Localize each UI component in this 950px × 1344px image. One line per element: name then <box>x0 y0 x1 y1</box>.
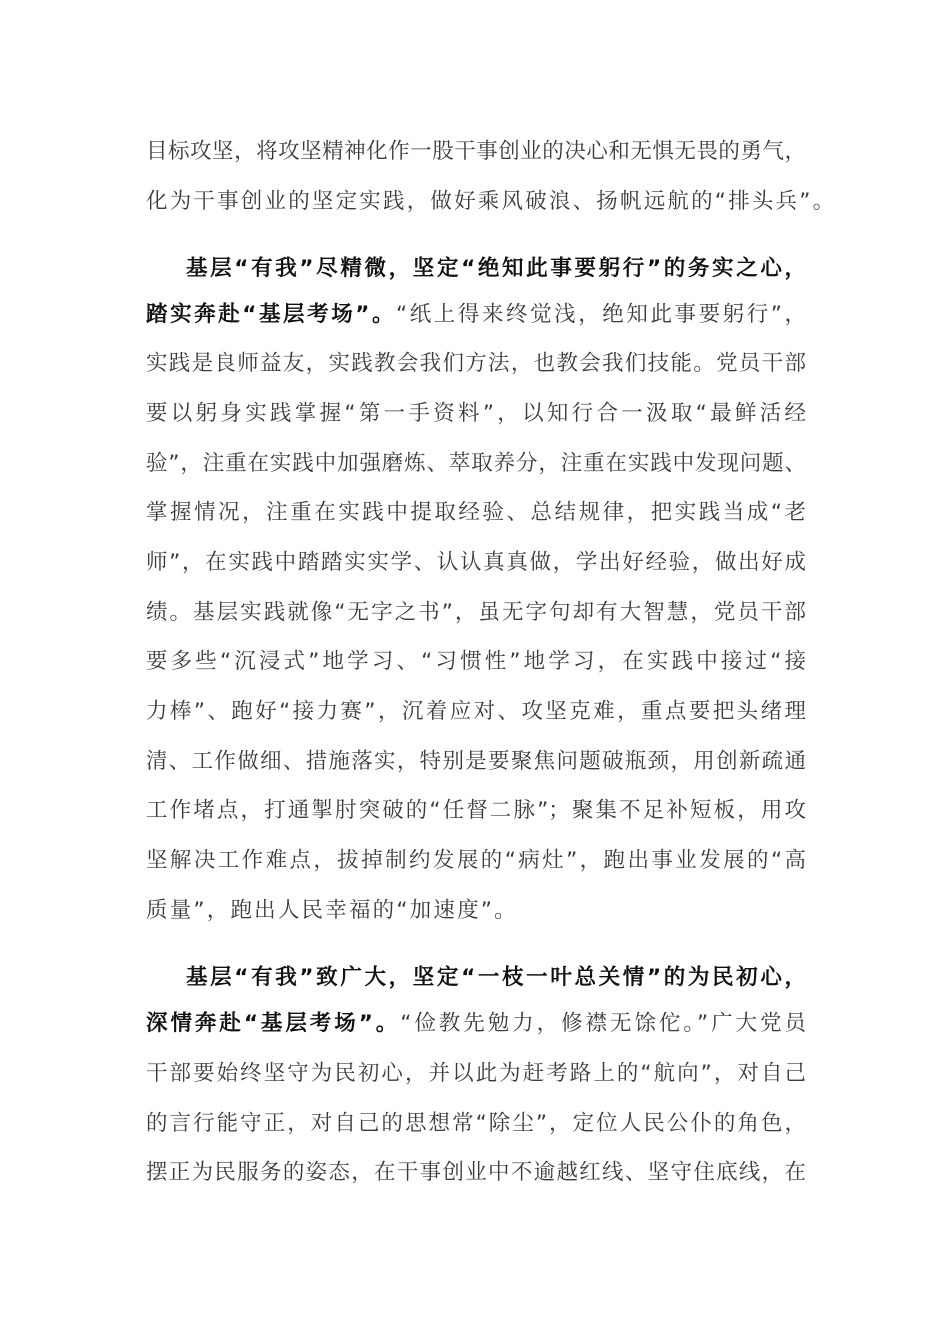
paragraph-line: 化为干事创业的坚定实践，做好乘风破浪、扬帆远航的“排头兵”。 <box>146 189 837 214</box>
paragraph-line: 坚解决工作难点，拔掉制约发展的“病灶”，跑出事业发展的“高 <box>146 848 806 873</box>
paragraph-line <box>146 301 806 329</box>
paragraph-line: 绩。基层实践就像“无字之书”，虽无字句却有大智慧，党员干部 <box>146 600 806 625</box>
quote-text: “俭教先勉力，修襟无馀佗。”广大党员 <box>400 1011 807 1036</box>
paragraph-line: 质量”，跑出人民幸福的“加速度”。 <box>146 898 518 923</box>
paragraph-line: 干部要始终坚守为民初心，并以此为赶考路上的“航向”，对自己 <box>146 1061 806 1086</box>
section-heading-line: 基层“有我”致广大，坚定“一枝一叶总关情”的为民初心， <box>186 965 806 990</box>
paragraph-line: 掌握情况，注重在实践中提取经验、总结规律，把实践当成“老 <box>146 500 806 525</box>
quote-text: “纸上得来终觉浅，绝知此事要躬行”， <box>396 302 806 327</box>
paragraph-line: 力棒”、跑好“接力赛”，沉着应对、攻坚克难，重点要把头绪理 <box>146 699 806 724</box>
paragraph-line: 要多些“沉浸式”地学习、“习惯性”地学习，在实践中接过“接 <box>146 649 806 674</box>
paragraph-line: 工作堵点，打通掣肘突破的“任督二脉”；聚集不足补短板，用攻 <box>146 798 806 823</box>
paragraph-line: 目标攻坚，将攻坚精神化作一股干事创业的决心和无惧无畏的勇气， <box>146 139 806 164</box>
section-heading-line: 基层“有我”尽精微，坚定“绝知此事要躬行”的务实之心， <box>186 256 806 281</box>
paragraph-line: 清、工作做细、措施落实，特别是要聚焦问题破瓶颈，用创新疏通 <box>146 749 806 774</box>
paragraph-line: 验”，注重在实践中加强磨炼、萃取养分，注重在实践中发现问题、 <box>146 451 806 476</box>
paragraph-line <box>146 1010 806 1038</box>
paragraph-line: 摆正为民服务的姿态，在干事创业中不逾越红线、坚守住底线，在 <box>146 1160 806 1185</box>
section-heading-tail: 深情奔赴“基层考场”。 <box>146 1011 401 1036</box>
section-heading-tail: 踏实奔赴“基层考场”。 <box>146 302 397 327</box>
paragraph-line: 实践是良师益友，实践教会我们方法，也教会我们技能。党员干部 <box>146 351 806 376</box>
paragraph-line: 的言行能守正，对自己的思想常“除尘”，定位人民公仆的角色， <box>146 1111 806 1136</box>
paragraph-line: 师”，在实践中踏踏实实学、认认真真做，学出好经验，做出好成 <box>146 550 806 575</box>
paragraph-line: 要以躬身实践掌握“第一手资料”，以知行合一汲取“最鲜活经 <box>146 401 806 426</box>
